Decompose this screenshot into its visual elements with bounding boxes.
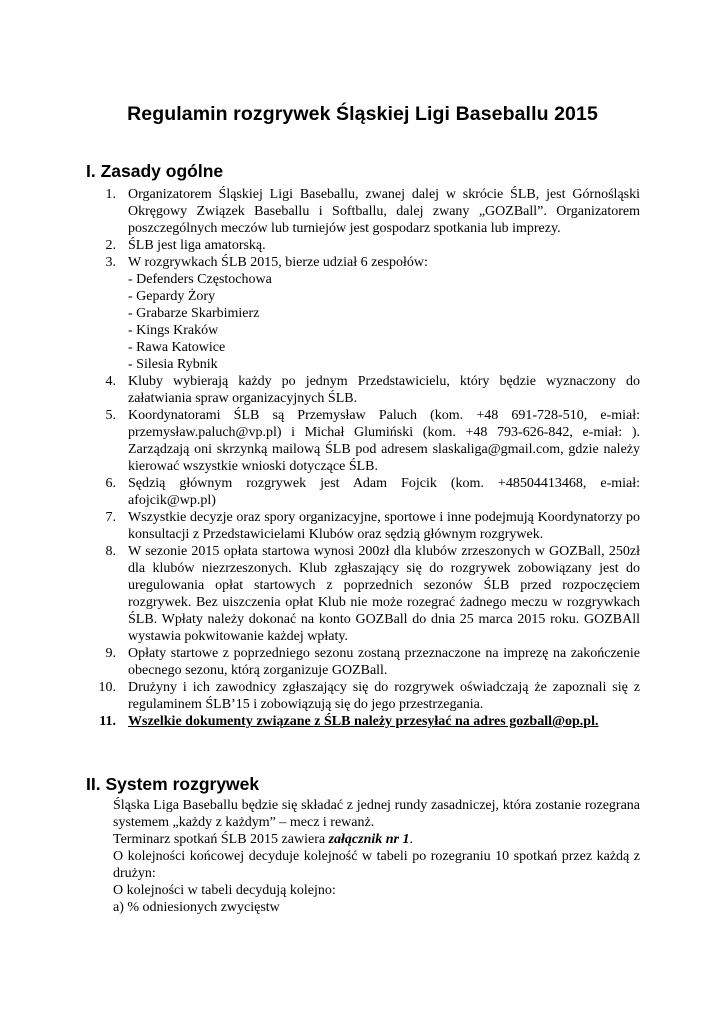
section-heading-competition-system: II. System rozgrywek	[86, 774, 260, 794]
item-number: 2.	[105, 238, 116, 253]
list-item	[94, 679, 640, 713]
paragraph: O kolejności w tabeli decydują kolejno:	[113, 883, 336, 898]
item-number: 10.	[98, 680, 116, 695]
list-item	[94, 645, 640, 679]
item-text: W sezonie 2015 opłata startowa wynosi 200zł dla klubów zrzeszonych w GOZBall, 250zł dla klubów niezrzeszonych. Klub zgłaszający się do rozgrywek zobowiązany jest do uregulowania opłat startowych z poprzednich sezonów ŚLB przed rozpoczęciem rozgrywek. Bez uiszczenia opłat Klub nie może rozegrać żadnego meczu w rozgrywkach ŚLB. Wpłaty należy dokonać na konto GOZBall do dnia 25 marca 2015 roku. GOZBAll wystawia pokwitowanie każdej wpłaty.	[128, 544, 640, 644]
item-number: 4.	[105, 374, 116, 389]
item-text: Organizatorem Śląskiej Ligi Baseballu, zwanej dalej w skrócie ŚLB, jest Górnośląski Okręgowy Związek Baseballu i Softballu, dalej zwany „GOZBall”. Organizatorem poszczególnych meczów lub turniejów jest gospodarz spotkania lub imprezy.	[128, 187, 640, 236]
item-number: 7.	[105, 510, 116, 525]
section-heading-general-rules: I. Zasady ogólne	[86, 161, 224, 181]
document-title: Regulamin rozgrywek Śląskiej Ligi Baseballu 2015	[127, 103, 598, 125]
list-item	[94, 254, 640, 373]
competition-system-body	[113, 797, 640, 916]
item-number: 8.	[105, 544, 116, 559]
list-item	[94, 373, 640, 407]
item-number: 9.	[105, 646, 116, 661]
team-entry: - Silesia Rybnik	[128, 357, 218, 372]
item-number: 3.	[105, 255, 116, 270]
team-entry: - Grabarze Skarbimierz	[128, 306, 260, 321]
item-number: 5.	[105, 408, 116, 423]
item-text: Opłaty startowe z poprzedniego sezonu zostaną przeznaczone na imprezę na zakończenie obecnego sezonu, którą zorganizuje GOZBall.	[128, 646, 640, 678]
item-number: 1.	[105, 187, 116, 202]
item-number: 11.	[99, 714, 116, 729]
list-item	[94, 543, 640, 645]
documents-email-notice: Wszelkie dokumenty związane z ŚLB należy przesyłać na adres gozball@op.pl.	[128, 714, 599, 729]
item-text: Sędzią głównym rozgrywek jest Adam Fojcik (kom. +48504413468, e-miał: afojcik@wp.pl)	[128, 476, 640, 508]
attachment-reference: załącznik nr 1	[328, 832, 410, 847]
paragraph: Śląska Liga Baseballu będzie się składać z jednej rundy zasadniczej, która zostanie rozegrana systemem „każdy z każdym” – mecz i rewanż.	[113, 798, 640, 830]
item-text: Drużyny i ich zawodnicy zgłaszający się do rozgrywek oświadczają że zapoznali się z regulaminem ŚLB’15 i zobowiązują się do jego przestrzegania.	[128, 680, 640, 712]
team-entry: - Rawa Katowice	[128, 340, 226, 355]
paragraph: a) % odniesionych zwycięstw	[113, 900, 280, 915]
paragraph: O kolejności końcowej decyduje kolejność w tabeli po rozegraniu 10 spotkań przez każdą z drużyn:	[113, 849, 640, 881]
list-item	[94, 509, 640, 543]
list-item	[94, 475, 640, 509]
team-entry: - Kings Kraków	[128, 323, 219, 338]
item-text: Kluby wybierają każdy po jednym Przedstawicielu, który będzie wyznaczony do załatwiania spraw organizacyjnych ŚLB.	[128, 374, 640, 406]
team-entry: - Defenders Częstochowa	[128, 272, 272, 287]
item-text: Wszystkie decyzje oraz spory organizacyjne, sportowe i inne podejmują Koordynatorzy po konsultacji z Przedstawicielami Klubów oraz sędzią głównym rozgrywek.	[128, 510, 640, 542]
paragraph-text: .	[409, 832, 413, 847]
team-entry: - Gepardy Żory	[128, 289, 216, 304]
list-item	[94, 713, 640, 730]
item-text: ŚLB jest liga amatorską.	[128, 238, 266, 253]
general-rules-list	[94, 186, 640, 730]
paragraph	[113, 831, 640, 848]
list-item	[94, 407, 640, 475]
paragraph-text: Terminarz spotkań ŚLB 2015 zawiera	[113, 832, 329, 847]
list-item	[94, 237, 640, 254]
list-item	[94, 186, 640, 237]
item-number: 6.	[105, 476, 116, 491]
item-text: W rozgrywkach ŚLB 2015, bierze udział 6 zespołów:	[128, 255, 428, 270]
item-text: Koordynatorami ŚLB są Przemysław Paluch (kom. +48 691-728-510, e-miał: przemysław.paluch@vp.pl) i Michał Glumiński (kom. +48 793-626-842, e-miał: ). Zarządzają oni skrzynką mailową ŚLB pod adresem slaskaliga@gmail.com, gdzie należy kierować wszystkie wnioski dotyczące ŚLB.	[128, 408, 640, 474]
